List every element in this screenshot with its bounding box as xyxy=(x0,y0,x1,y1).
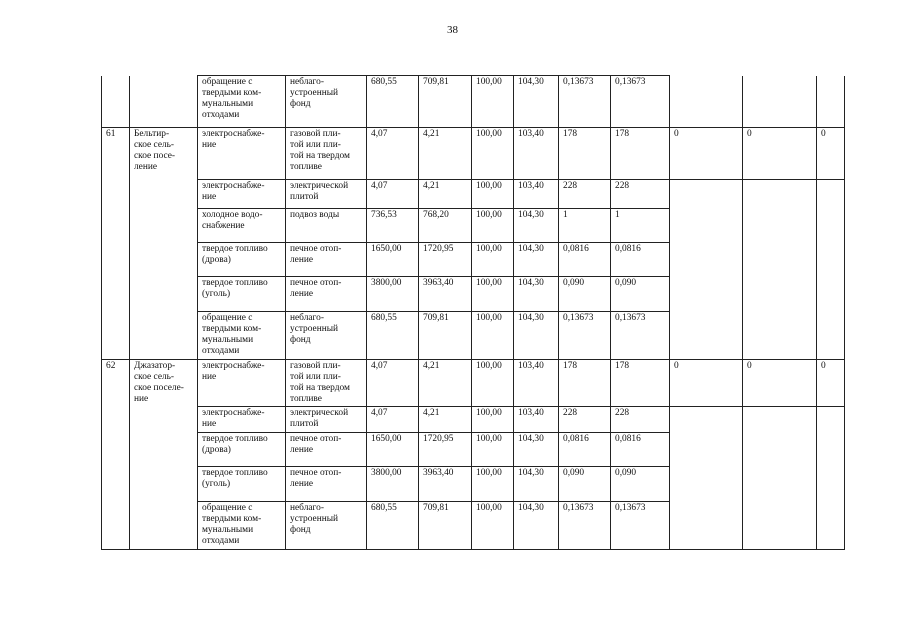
value-cell-4-text: 103,40 xyxy=(518,129,544,139)
number-cell xyxy=(102,76,130,128)
value-cell-3 xyxy=(472,467,514,502)
service-cell-text: твердое топливо (дрова) xyxy=(202,244,268,265)
housing-type-cell-text: подвоз воды xyxy=(290,210,340,220)
value-cell-1-text: 4,07 xyxy=(371,181,388,191)
table-row xyxy=(102,180,845,209)
extra-cell-2-text: 0 xyxy=(747,361,752,371)
table-row xyxy=(102,76,845,128)
value-cell-3 xyxy=(472,76,514,128)
value-cell-1 xyxy=(367,407,419,433)
value-cell-6 xyxy=(611,407,670,433)
value-cell-4 xyxy=(514,76,559,128)
table-row xyxy=(102,360,845,407)
housing-type-cell xyxy=(286,433,367,467)
value-cell-4 xyxy=(514,209,559,243)
value-cell-3-text: 100,00 xyxy=(476,244,502,254)
value-cell-3-text: 100,00 xyxy=(476,361,502,371)
value-cell-1-text: 3800,00 xyxy=(371,278,402,288)
number-cell xyxy=(102,128,130,360)
service-cell-text: холодное водо- снабжение xyxy=(202,210,263,231)
value-cell-2-text: 709,81 xyxy=(423,77,449,87)
housing-type-cell-text: газовой пли- той или пли- той на твердом топливе xyxy=(290,129,350,172)
extra-cell-2 xyxy=(743,360,817,407)
value-cell-5-text: 0,0816 xyxy=(563,244,589,254)
extra-cell-2 xyxy=(743,180,817,360)
number-cell-text: 62 xyxy=(106,361,116,371)
service-cell xyxy=(198,312,286,360)
extra-cell-3 xyxy=(817,407,845,550)
value-cell-4 xyxy=(514,277,559,312)
settlement-cell-text: Бельтир- ское сель- ское посе- ление xyxy=(134,129,176,172)
value-cell-2-text: 709,81 xyxy=(423,503,449,513)
value-cell-1 xyxy=(367,128,419,180)
service-cell xyxy=(198,360,286,407)
settlement-cell-text: Джазатор- ское сель- ское поселе- ние xyxy=(134,361,184,404)
value-cell-5-text: 1 xyxy=(563,210,568,220)
value-cell-1 xyxy=(367,76,419,128)
housing-type-cell-text: неблаго- устроенный фонд xyxy=(290,313,339,345)
value-cell-4 xyxy=(514,467,559,502)
value-cell-3-text: 100,00 xyxy=(476,181,502,191)
extra-cell-2-text: 0 xyxy=(747,129,752,139)
value-cell-5-text: 0,13673 xyxy=(563,77,594,87)
value-cell-3-text: 100,00 xyxy=(476,278,502,288)
extra-cell-1 xyxy=(670,180,743,360)
value-cell-4 xyxy=(514,243,559,277)
value-cell-2 xyxy=(419,467,472,502)
value-cell-6-text: 0,0816 xyxy=(615,244,641,254)
settlement-cell xyxy=(130,128,198,360)
value-cell-6 xyxy=(611,277,670,312)
service-cell-text: твердое топливо (уголь) xyxy=(202,468,268,489)
service-cell xyxy=(198,407,286,433)
value-cell-5 xyxy=(559,360,611,407)
service-cell xyxy=(198,502,286,550)
value-cell-5-text: 0,090 xyxy=(563,468,585,478)
value-cell-3 xyxy=(472,407,514,433)
value-cell-5-text: 228 xyxy=(563,181,578,191)
value-cell-6 xyxy=(611,180,670,209)
service-cell xyxy=(198,433,286,467)
value-cell-3-text: 100,00 xyxy=(476,210,502,220)
service-cell-text: электроснабже- ние xyxy=(202,408,265,429)
housing-type-cell xyxy=(286,277,367,312)
settlement-cell xyxy=(130,360,198,550)
value-cell-1-text: 4,07 xyxy=(371,408,388,418)
value-cell-2 xyxy=(419,312,472,360)
value-cell-2-text: 1720,95 xyxy=(423,244,454,254)
housing-type-cell-text: печное отоп- ление xyxy=(290,434,342,455)
value-cell-6-text: 0,13673 xyxy=(615,313,646,323)
value-cell-2 xyxy=(419,76,472,128)
extra-cell-3-text: 0 xyxy=(821,361,826,371)
service-cell-text: твердое топливо (уголь) xyxy=(202,278,268,299)
value-cell-2-text: 3963,40 xyxy=(423,468,454,478)
value-cell-2 xyxy=(419,360,472,407)
value-cell-3 xyxy=(472,277,514,312)
value-cell-2-text: 4,21 xyxy=(423,408,440,418)
value-cell-1-text: 736,53 xyxy=(371,210,397,220)
value-cell-5-text: 178 xyxy=(563,129,578,139)
housing-type-cell-text: печное отоп- ление xyxy=(290,244,342,265)
page-number: 38 xyxy=(447,24,458,36)
value-cell-6-text: 0,0816 xyxy=(615,434,641,444)
value-cell-3 xyxy=(472,312,514,360)
value-cell-6-text: 178 xyxy=(615,129,630,139)
tariff-table xyxy=(101,75,845,550)
value-cell-5-text: 178 xyxy=(563,361,578,371)
value-cell-5-text: 0,13673 xyxy=(563,503,594,513)
value-cell-1-text: 4,07 xyxy=(371,361,388,371)
value-cell-2-text: 4,21 xyxy=(423,181,440,191)
value-cell-4-text: 103,40 xyxy=(518,361,544,371)
value-cell-2 xyxy=(419,502,472,550)
value-cell-3 xyxy=(472,433,514,467)
value-cell-4 xyxy=(514,360,559,407)
housing-type-cell-text: печное отоп- ление xyxy=(290,278,342,299)
value-cell-4 xyxy=(514,407,559,433)
value-cell-2-text: 4,21 xyxy=(423,361,440,371)
value-cell-5-text: 0,090 xyxy=(563,278,585,288)
value-cell-6 xyxy=(611,128,670,180)
table-body xyxy=(102,76,845,550)
service-cell-text: обращение с твердыми ком- мунальными отходами xyxy=(202,77,262,120)
service-cell-text: обращение с твердыми ком- мунальными отходами xyxy=(202,313,262,356)
value-cell-6 xyxy=(611,360,670,407)
value-cell-5 xyxy=(559,243,611,277)
service-cell-text: электроснабже- ние xyxy=(202,181,265,202)
value-cell-2-text: 1720,95 xyxy=(423,434,454,444)
value-cell-1 xyxy=(367,433,419,467)
value-cell-3 xyxy=(472,360,514,407)
service-cell xyxy=(198,243,286,277)
service-cell-text: электроснабже- ние xyxy=(202,361,265,382)
value-cell-5-text: 0,13673 xyxy=(563,313,594,323)
value-cell-4-text: 104,30 xyxy=(518,244,544,254)
value-cell-3 xyxy=(472,180,514,209)
value-cell-1-text: 1650,00 xyxy=(371,434,402,444)
housing-type-cell xyxy=(286,360,367,407)
value-cell-5 xyxy=(559,433,611,467)
value-cell-5 xyxy=(559,467,611,502)
service-cell xyxy=(198,467,286,502)
value-cell-4-text: 104,30 xyxy=(518,77,544,87)
service-cell xyxy=(198,128,286,180)
extra-cell-1-text: 0 xyxy=(674,129,679,139)
value-cell-1 xyxy=(367,312,419,360)
value-cell-6 xyxy=(611,243,670,277)
value-cell-4-text: 104,30 xyxy=(518,503,544,513)
extra-cell-1 xyxy=(670,128,743,180)
value-cell-6-text: 0,13673 xyxy=(615,503,646,513)
housing-type-cell xyxy=(286,180,367,209)
value-cell-6 xyxy=(611,209,670,243)
value-cell-1-text: 680,55 xyxy=(371,77,397,87)
extra-cell-2 xyxy=(743,407,817,550)
housing-type-cell xyxy=(286,467,367,502)
value-cell-2 xyxy=(419,407,472,433)
value-cell-4 xyxy=(514,433,559,467)
housing-type-cell-text: неблаго- устроенный фонд xyxy=(290,77,339,109)
value-cell-3 xyxy=(472,502,514,550)
value-cell-5-text: 228 xyxy=(563,408,578,418)
value-cell-1 xyxy=(367,243,419,277)
value-cell-3 xyxy=(472,243,514,277)
value-cell-4 xyxy=(514,502,559,550)
value-cell-1 xyxy=(367,180,419,209)
value-cell-2 xyxy=(419,277,472,312)
value-cell-2-text: 709,81 xyxy=(423,313,449,323)
value-cell-1-text: 1650,00 xyxy=(371,244,402,254)
extra-cell-1-text: 0 xyxy=(674,361,679,371)
housing-type-cell-text: неблаго- устроенный фонд xyxy=(290,503,339,535)
value-cell-5 xyxy=(559,180,611,209)
value-cell-6 xyxy=(611,433,670,467)
value-cell-2 xyxy=(419,128,472,180)
value-cell-5 xyxy=(559,128,611,180)
value-cell-1-text: 680,55 xyxy=(371,313,397,323)
value-cell-6-text: 0,13673 xyxy=(615,77,646,87)
value-cell-3-text: 100,00 xyxy=(476,129,502,139)
table-row xyxy=(102,128,845,180)
value-cell-3-text: 100,00 xyxy=(476,503,502,513)
service-cell xyxy=(198,76,286,128)
housing-type-cell xyxy=(286,312,367,360)
value-cell-1 xyxy=(367,360,419,407)
settlement-cell xyxy=(130,76,198,128)
housing-type-cell xyxy=(286,502,367,550)
extra-cell-3-text: 0 xyxy=(821,129,826,139)
value-cell-4 xyxy=(514,180,559,209)
value-cell-3-text: 100,00 xyxy=(476,434,502,444)
value-cell-6-text: 178 xyxy=(615,361,630,371)
housing-type-cell xyxy=(286,128,367,180)
value-cell-4-text: 103,40 xyxy=(518,181,544,191)
housing-type-cell-text: газовой пли- той или пли- той на твердом топливе xyxy=(290,361,350,404)
extra-cell-3 xyxy=(817,76,845,128)
housing-type-cell xyxy=(286,407,367,433)
value-cell-4-text: 104,30 xyxy=(518,313,544,323)
value-cell-1 xyxy=(367,277,419,312)
value-cell-4-text: 104,30 xyxy=(518,434,544,444)
service-cell-text: твердое топливо (дрова) xyxy=(202,434,268,455)
value-cell-6 xyxy=(611,467,670,502)
value-cell-6 xyxy=(611,76,670,128)
value-cell-6 xyxy=(611,502,670,550)
value-cell-2 xyxy=(419,209,472,243)
value-cell-2-text: 3963,40 xyxy=(423,278,454,288)
value-cell-2 xyxy=(419,243,472,277)
extra-cell-2 xyxy=(743,128,817,180)
housing-type-cell xyxy=(286,243,367,277)
value-cell-6-text: 1 xyxy=(615,210,620,220)
value-cell-5 xyxy=(559,277,611,312)
service-cell xyxy=(198,209,286,243)
value-cell-4-text: 104,30 xyxy=(518,278,544,288)
extra-cell-3 xyxy=(817,180,845,360)
value-cell-5-text: 0,0816 xyxy=(563,434,589,444)
service-cell-text: электроснабже- ние xyxy=(202,129,265,150)
extra-cell-3 xyxy=(817,128,845,180)
extra-cell-1 xyxy=(670,360,743,407)
value-cell-5 xyxy=(559,312,611,360)
service-cell xyxy=(198,277,286,312)
extra-cell-3 xyxy=(817,360,845,407)
housing-type-cell-text: электрической плитой xyxy=(290,181,349,202)
value-cell-3-text: 100,00 xyxy=(476,468,502,478)
value-cell-1-text: 4,07 xyxy=(371,129,388,139)
value-cell-5 xyxy=(559,76,611,128)
housing-type-cell xyxy=(286,209,367,243)
value-cell-6-text: 228 xyxy=(615,181,630,191)
value-cell-6-text: 228 xyxy=(615,408,630,418)
value-cell-4 xyxy=(514,312,559,360)
value-cell-2 xyxy=(419,180,472,209)
value-cell-3-text: 100,00 xyxy=(476,408,502,418)
extra-cell-1 xyxy=(670,76,743,128)
value-cell-5 xyxy=(559,209,611,243)
value-cell-1-text: 3800,00 xyxy=(371,468,402,478)
service-cell xyxy=(198,180,286,209)
value-cell-5 xyxy=(559,407,611,433)
value-cell-3-text: 100,00 xyxy=(476,313,502,323)
value-cell-4-text: 104,30 xyxy=(518,210,544,220)
value-cell-6-text: 0,090 xyxy=(615,278,637,288)
value-cell-2-text: 768,20 xyxy=(423,210,449,220)
number-cell xyxy=(102,360,130,550)
extra-cell-1 xyxy=(670,407,743,550)
value-cell-3 xyxy=(472,128,514,180)
value-cell-5 xyxy=(559,502,611,550)
value-cell-1 xyxy=(367,209,419,243)
value-cell-4 xyxy=(514,128,559,180)
value-cell-6-text: 0,090 xyxy=(615,468,637,478)
value-cell-3 xyxy=(472,209,514,243)
value-cell-4-text: 103,40 xyxy=(518,408,544,418)
value-cell-4-text: 104,30 xyxy=(518,468,544,478)
value-cell-2 xyxy=(419,433,472,467)
number-cell-text: 61 xyxy=(106,129,116,139)
value-cell-1 xyxy=(367,467,419,502)
extra-cell-2 xyxy=(743,76,817,128)
service-cell-text: обращение с твердыми ком- мунальными отходами xyxy=(202,503,262,546)
housing-type-cell-text: печное отоп- ление xyxy=(290,468,342,489)
value-cell-6 xyxy=(611,312,670,360)
table-row xyxy=(102,407,845,433)
housing-type-cell-text: электрической плитой xyxy=(290,408,349,429)
value-cell-2-text: 4,21 xyxy=(423,129,440,139)
value-cell-1-text: 680,55 xyxy=(371,503,397,513)
value-cell-1 xyxy=(367,502,419,550)
housing-type-cell xyxy=(286,76,367,128)
value-cell-3-text: 100,00 xyxy=(476,77,502,87)
